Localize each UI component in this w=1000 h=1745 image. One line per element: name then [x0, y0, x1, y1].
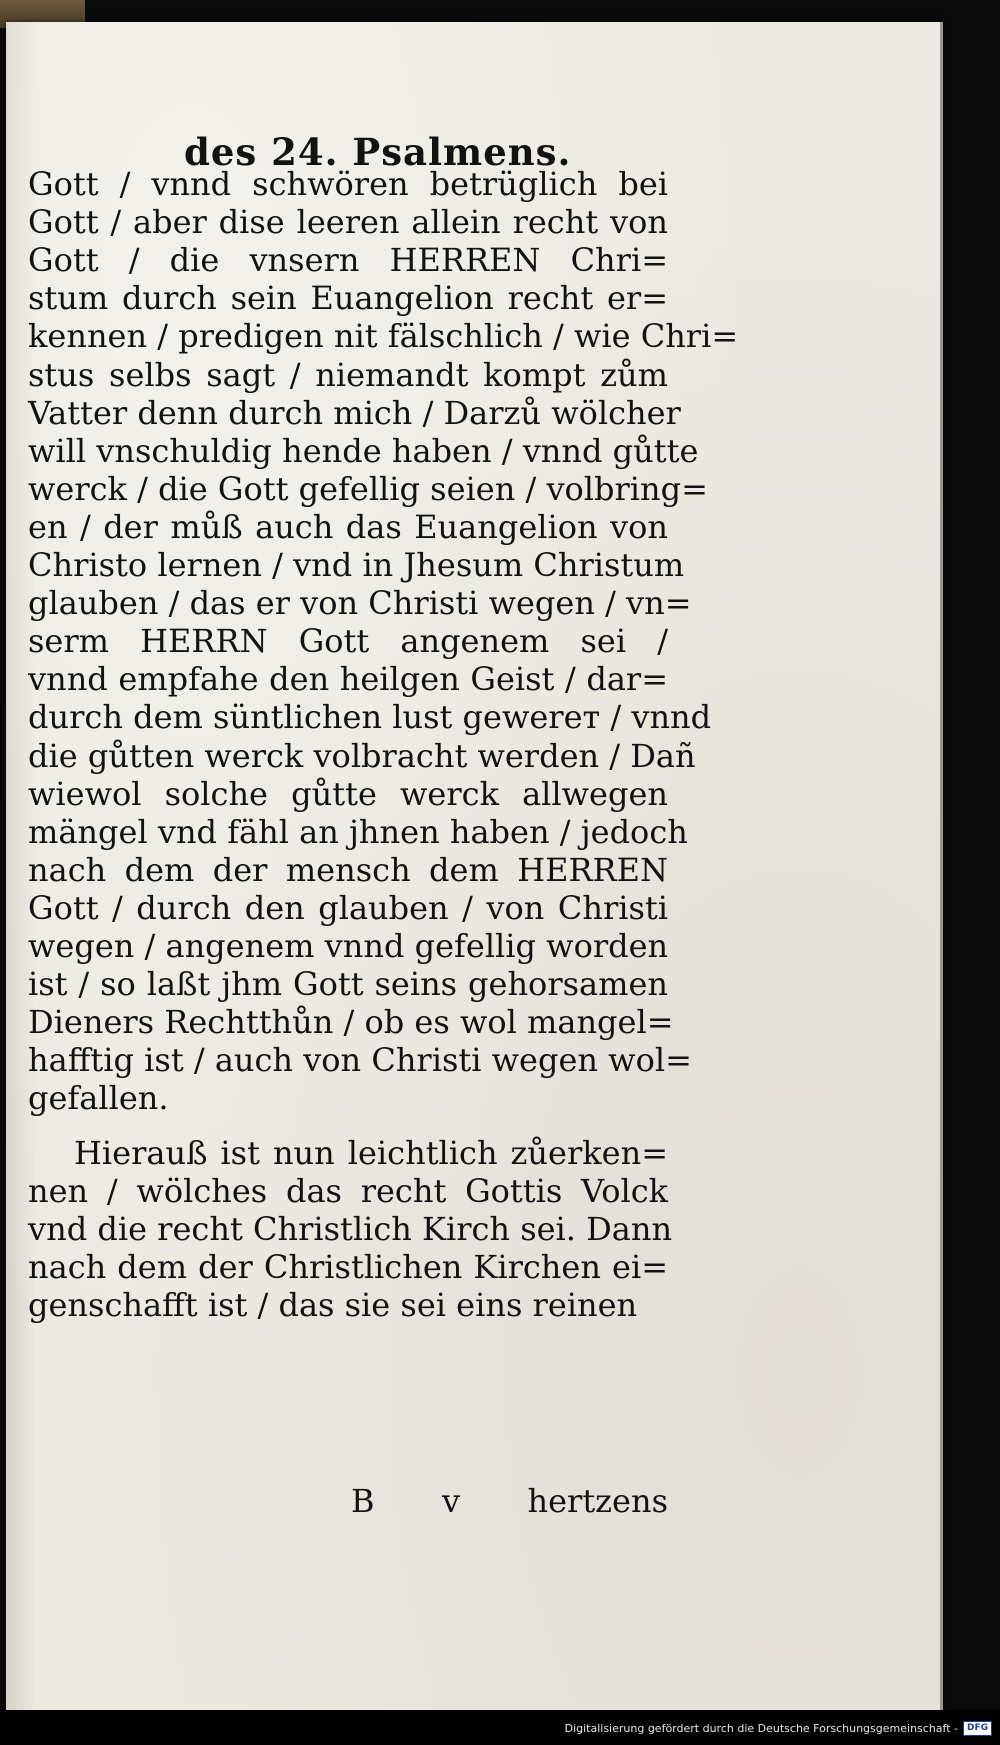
digitization-credit: [565, 1721, 992, 1736]
book-page: [6, 22, 940, 1710]
text-line: serm HERRN Gott angenem sei /: [28, 622, 668, 661]
text-line: nach dem der mensch dem HERREN: [28, 850, 668, 889]
text-line: die gůtten werck volbracht werden / Dañ: [28, 736, 696, 775]
running-head: des 24. Psalmens.: [184, 130, 572, 174]
text-line: Gott / vnnd schwören betrüglich bei: [28, 165, 668, 203]
text-line: wiewol solche gůtte werck allwegen: [28, 774, 668, 813]
text-line: Christo lernen / vnd in Jhesum Christum: [28, 546, 685, 584]
text-line: will vnschuldig hende haben / vnnd gůtte: [28, 431, 699, 470]
text-line: Vatter denn durch mich / Darzů wölcher: [28, 393, 681, 432]
text-line: Gott / durch den glauben / von Christi: [28, 888, 668, 927]
text-line: gefallen.: [28, 1079, 169, 1118]
signature-number: v: [441, 1482, 461, 1520]
text-line: kennen / predigen nit fälschlich / wie Chri=: [28, 317, 739, 356]
dfg-logo: DFG: [963, 1721, 992, 1736]
text-line: glauben / das er von Christi wegen / vn=: [28, 584, 692, 623]
page-edge: [940, 22, 943, 1710]
text-line: hafftig ist / auch von Christi wegen wol=: [28, 1041, 692, 1080]
text-line: wegen / angenem vnnd gefellig worden: [28, 927, 669, 965]
catchword: hertzens: [527, 1482, 668, 1520]
credit-text: Digitalisierung gefördert durch die Deutsche Forschungsgemeinschaft -: [564, 1722, 958, 1735]
text-line: Gott / die vnsern HERREN Chri=: [28, 241, 668, 280]
text-line: werck / die Gott gefellig seien / volbring=: [28, 469, 708, 508]
text-line: Gott / aber dise leeren allein recht von: [28, 203, 668, 242]
text-line: stus selbs sagt / niemandt kompt zům: [28, 355, 668, 394]
catchword-line: [351, 1482, 668, 1520]
text-line: durch dem süntlichen lust gewerет / vnnd: [28, 698, 712, 737]
text-line: Hierauß ist nun leichtlich zůerken=: [74, 1134, 668, 1172]
text-line: mängel vnd fähl an jhnen haben / jedoch: [28, 812, 688, 851]
text-line: vnnd empfahe den heilgen Geist / dar=: [28, 660, 668, 699]
text-line: en / der můß auch das Euangelion von: [28, 507, 668, 546]
text-line: nach dem der Christlichen Kirchen ei=: [28, 1248, 668, 1287]
text-line: nen / wölches das recht Gottis Volck: [28, 1172, 668, 1211]
text-line: ist / so laßt jhm Gott seins gehorsamen: [28, 965, 668, 1004]
text-line: vnd die recht Christlich Kirch sei. Dann: [28, 1210, 673, 1249]
text-line: genschafft ist / das sie sei eins reinen: [28, 1286, 638, 1325]
text-line: Dieners Rechtthůn / ob es wol mangel=: [28, 1003, 674, 1042]
text-line: stum durch sein Euangelion recht er=: [28, 279, 668, 318]
signature-letter: B: [351, 1482, 375, 1520]
